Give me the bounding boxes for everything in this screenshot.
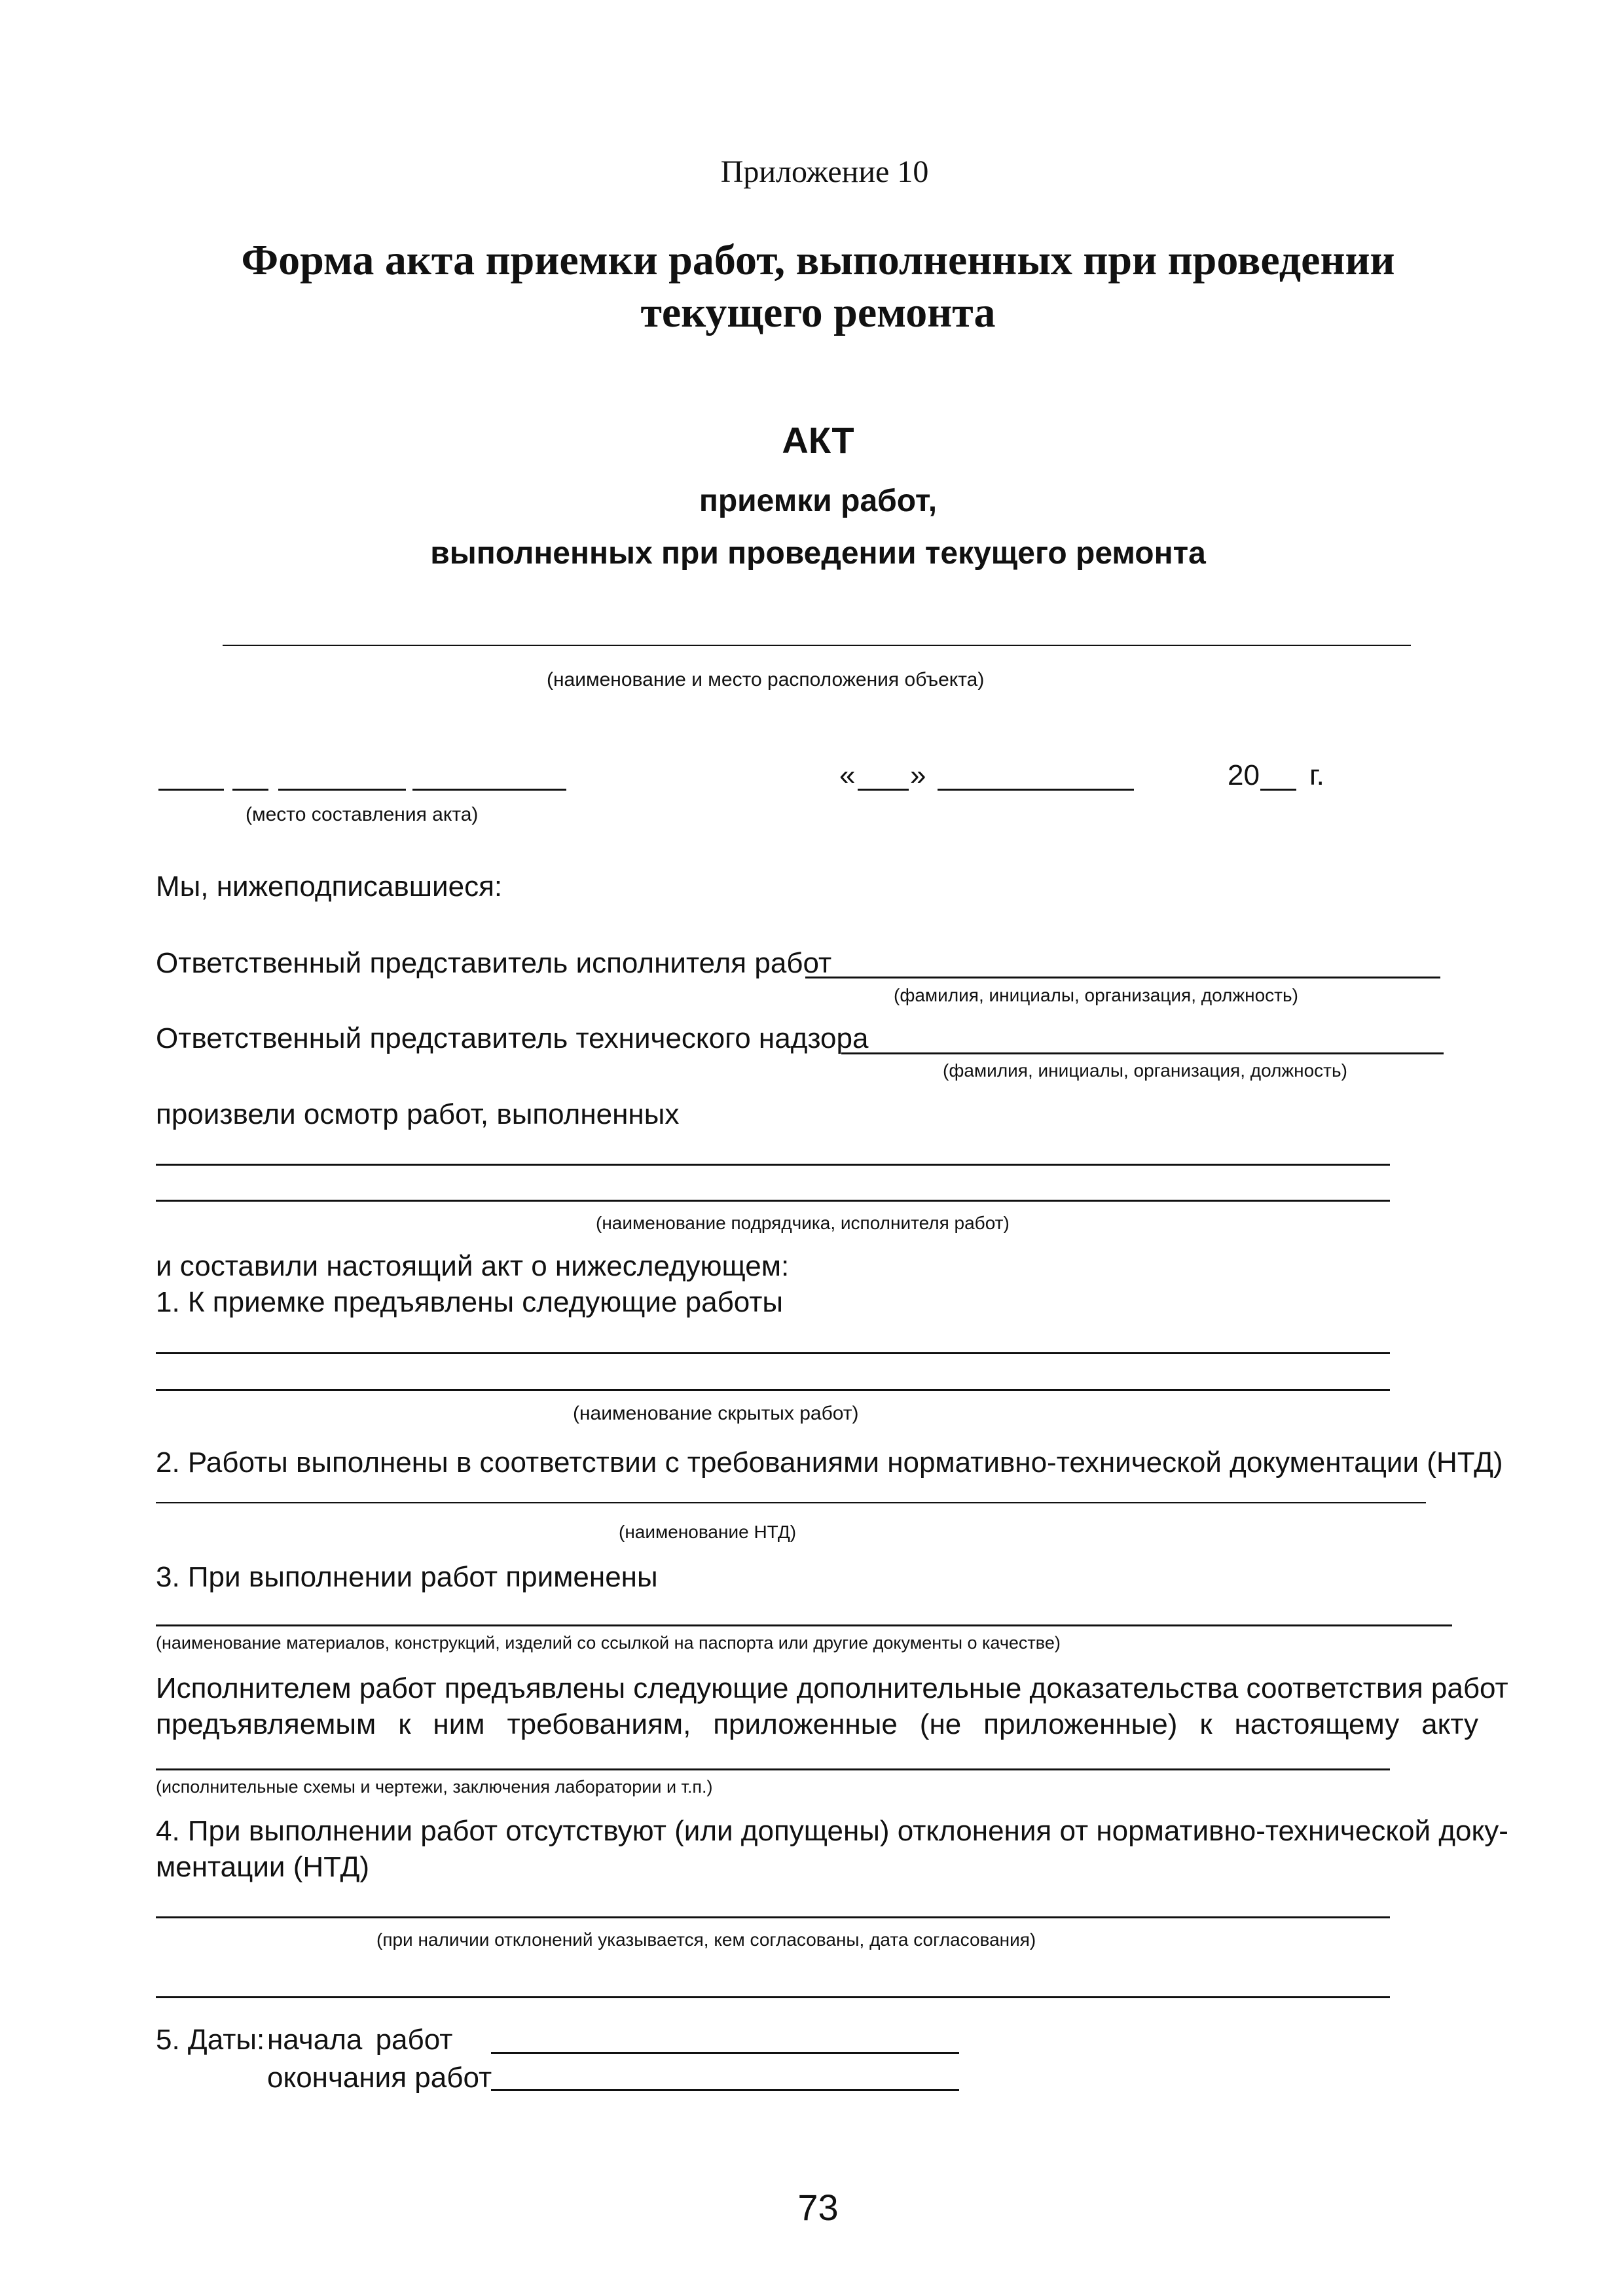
act-title: АКТ [782, 420, 854, 461]
date-year-suffix: г. [1309, 759, 1324, 791]
form-title-line2: текущего ремонта [640, 289, 996, 336]
rep-contractor-line[interactable] [805, 977, 1440, 978]
date-quote-close: » [910, 759, 926, 791]
form-title-line1: Форма акта приемки работ, выполненных при проведении [241, 236, 1395, 284]
place-line-4[interactable] [412, 789, 566, 791]
item1-caption: (наименование скрытых работ) [573, 1403, 859, 1424]
item5-end-label: окончания работ [267, 2062, 492, 2094]
item2-caption: (наименование НТД) [619, 1522, 797, 1542]
act-subtitle-1: приемки работ, [699, 484, 938, 518]
rep-supervision-label: Ответственный представитель технического надзора [156, 1022, 869, 1054]
date-month-line[interactable] [938, 789, 1134, 791]
place-line-3[interactable] [278, 789, 406, 791]
inspected-text: произвели осмотр работ, выполненных [156, 1098, 680, 1130]
item4-line-2: ментации (НТД) [156, 1851, 370, 1883]
item3-caption: (наименование материалов, конструкций, изделий со ссылкой на паспорта или другие документы о качестве) [156, 1633, 1061, 1653]
item5-label: 5. Даты: [156, 2024, 265, 2056]
item4-caption: (при наличии отклонений указывается, кем согласованы, дата согласования) [376, 1929, 1036, 1950]
object-caption: (наименование и место расположения объекта) [547, 669, 985, 691]
evidence-line-2: предъявляемым к ним требованиям, приложенные (не приложенные) к настоящему акту [156, 1708, 1478, 1740]
contractor-line-1[interactable] [156, 1164, 1390, 1166]
item5-start-label: начала работ [267, 2024, 453, 2056]
contractor-line-2[interactable] [156, 1200, 1390, 1202]
date-year-line[interactable] [1260, 789, 1296, 791]
item3-text: 3. При выполнении работ применены [156, 1561, 658, 1593]
date-year-prefix: 20 [1228, 759, 1260, 791]
rep-supervision-caption: (фамилия, инициалы, организация, должность) [943, 1060, 1347, 1081]
item2-line[interactable] [156, 1502, 1426, 1503]
item3-line[interactable] [156, 1624, 1452, 1626]
object-line[interactable] [223, 645, 1411, 646]
item1-line-2[interactable] [156, 1389, 1390, 1391]
contractor-caption: (наименование подрядчика, исполнителя работ) [596, 1213, 1010, 1233]
page-number: 73 [797, 2187, 839, 2228]
item4-line-1: 4. При выполнении работ отсутствуют (или допущены) отклонения от нормативно-технической доку- [156, 1815, 1508, 1847]
start-date-line[interactable] [491, 2052, 959, 2054]
act-subtitle-2: выполненных при проведении текущего ремонта [430, 536, 1206, 571]
place-line-2[interactable] [232, 789, 268, 791]
rep-contractor-caption: (фамилия, инициалы, организация, должность) [894, 985, 1298, 1005]
item2-text: 2. Работы выполнены в соответствии с требованиями нормативно-технической документации (НТД) [156, 1446, 1503, 1479]
date-quote-open: « [839, 759, 856, 791]
compiled-text: и составили настоящий акт о нижеследующем: [156, 1250, 790, 1282]
rep-supervision-line[interactable] [841, 1052, 1444, 1054]
item1-text: 1. К приемке предъявлены следующие работы [156, 1286, 784, 1318]
end-date-line[interactable] [491, 2089, 959, 2091]
date-day-line[interactable] [858, 789, 909, 791]
rep-contractor-label: Ответственный представитель исполнителя работ [156, 947, 832, 979]
evidence-line[interactable] [156, 1768, 1390, 1770]
item1-line-1[interactable] [156, 1352, 1390, 1354]
evidence-line-1: Исполнителем работ предъявлены следующие дополнительные доказательства соответствия работ [156, 1672, 1508, 1704]
intro-text: Мы, нижеподписавшиеся: [156, 870, 503, 903]
evidence-caption: (исполнительные схемы и чертежи, заключения лаборатории и т.п.) [156, 1777, 713, 1797]
appendix-label: Приложение 10 [720, 154, 929, 189]
place-caption: (место составления акта) [246, 804, 479, 825]
item4-line-top[interactable] [156, 1916, 1390, 1918]
item4-line-bottom[interactable] [156, 1996, 1390, 1998]
place-line-1[interactable] [158, 789, 224, 791]
